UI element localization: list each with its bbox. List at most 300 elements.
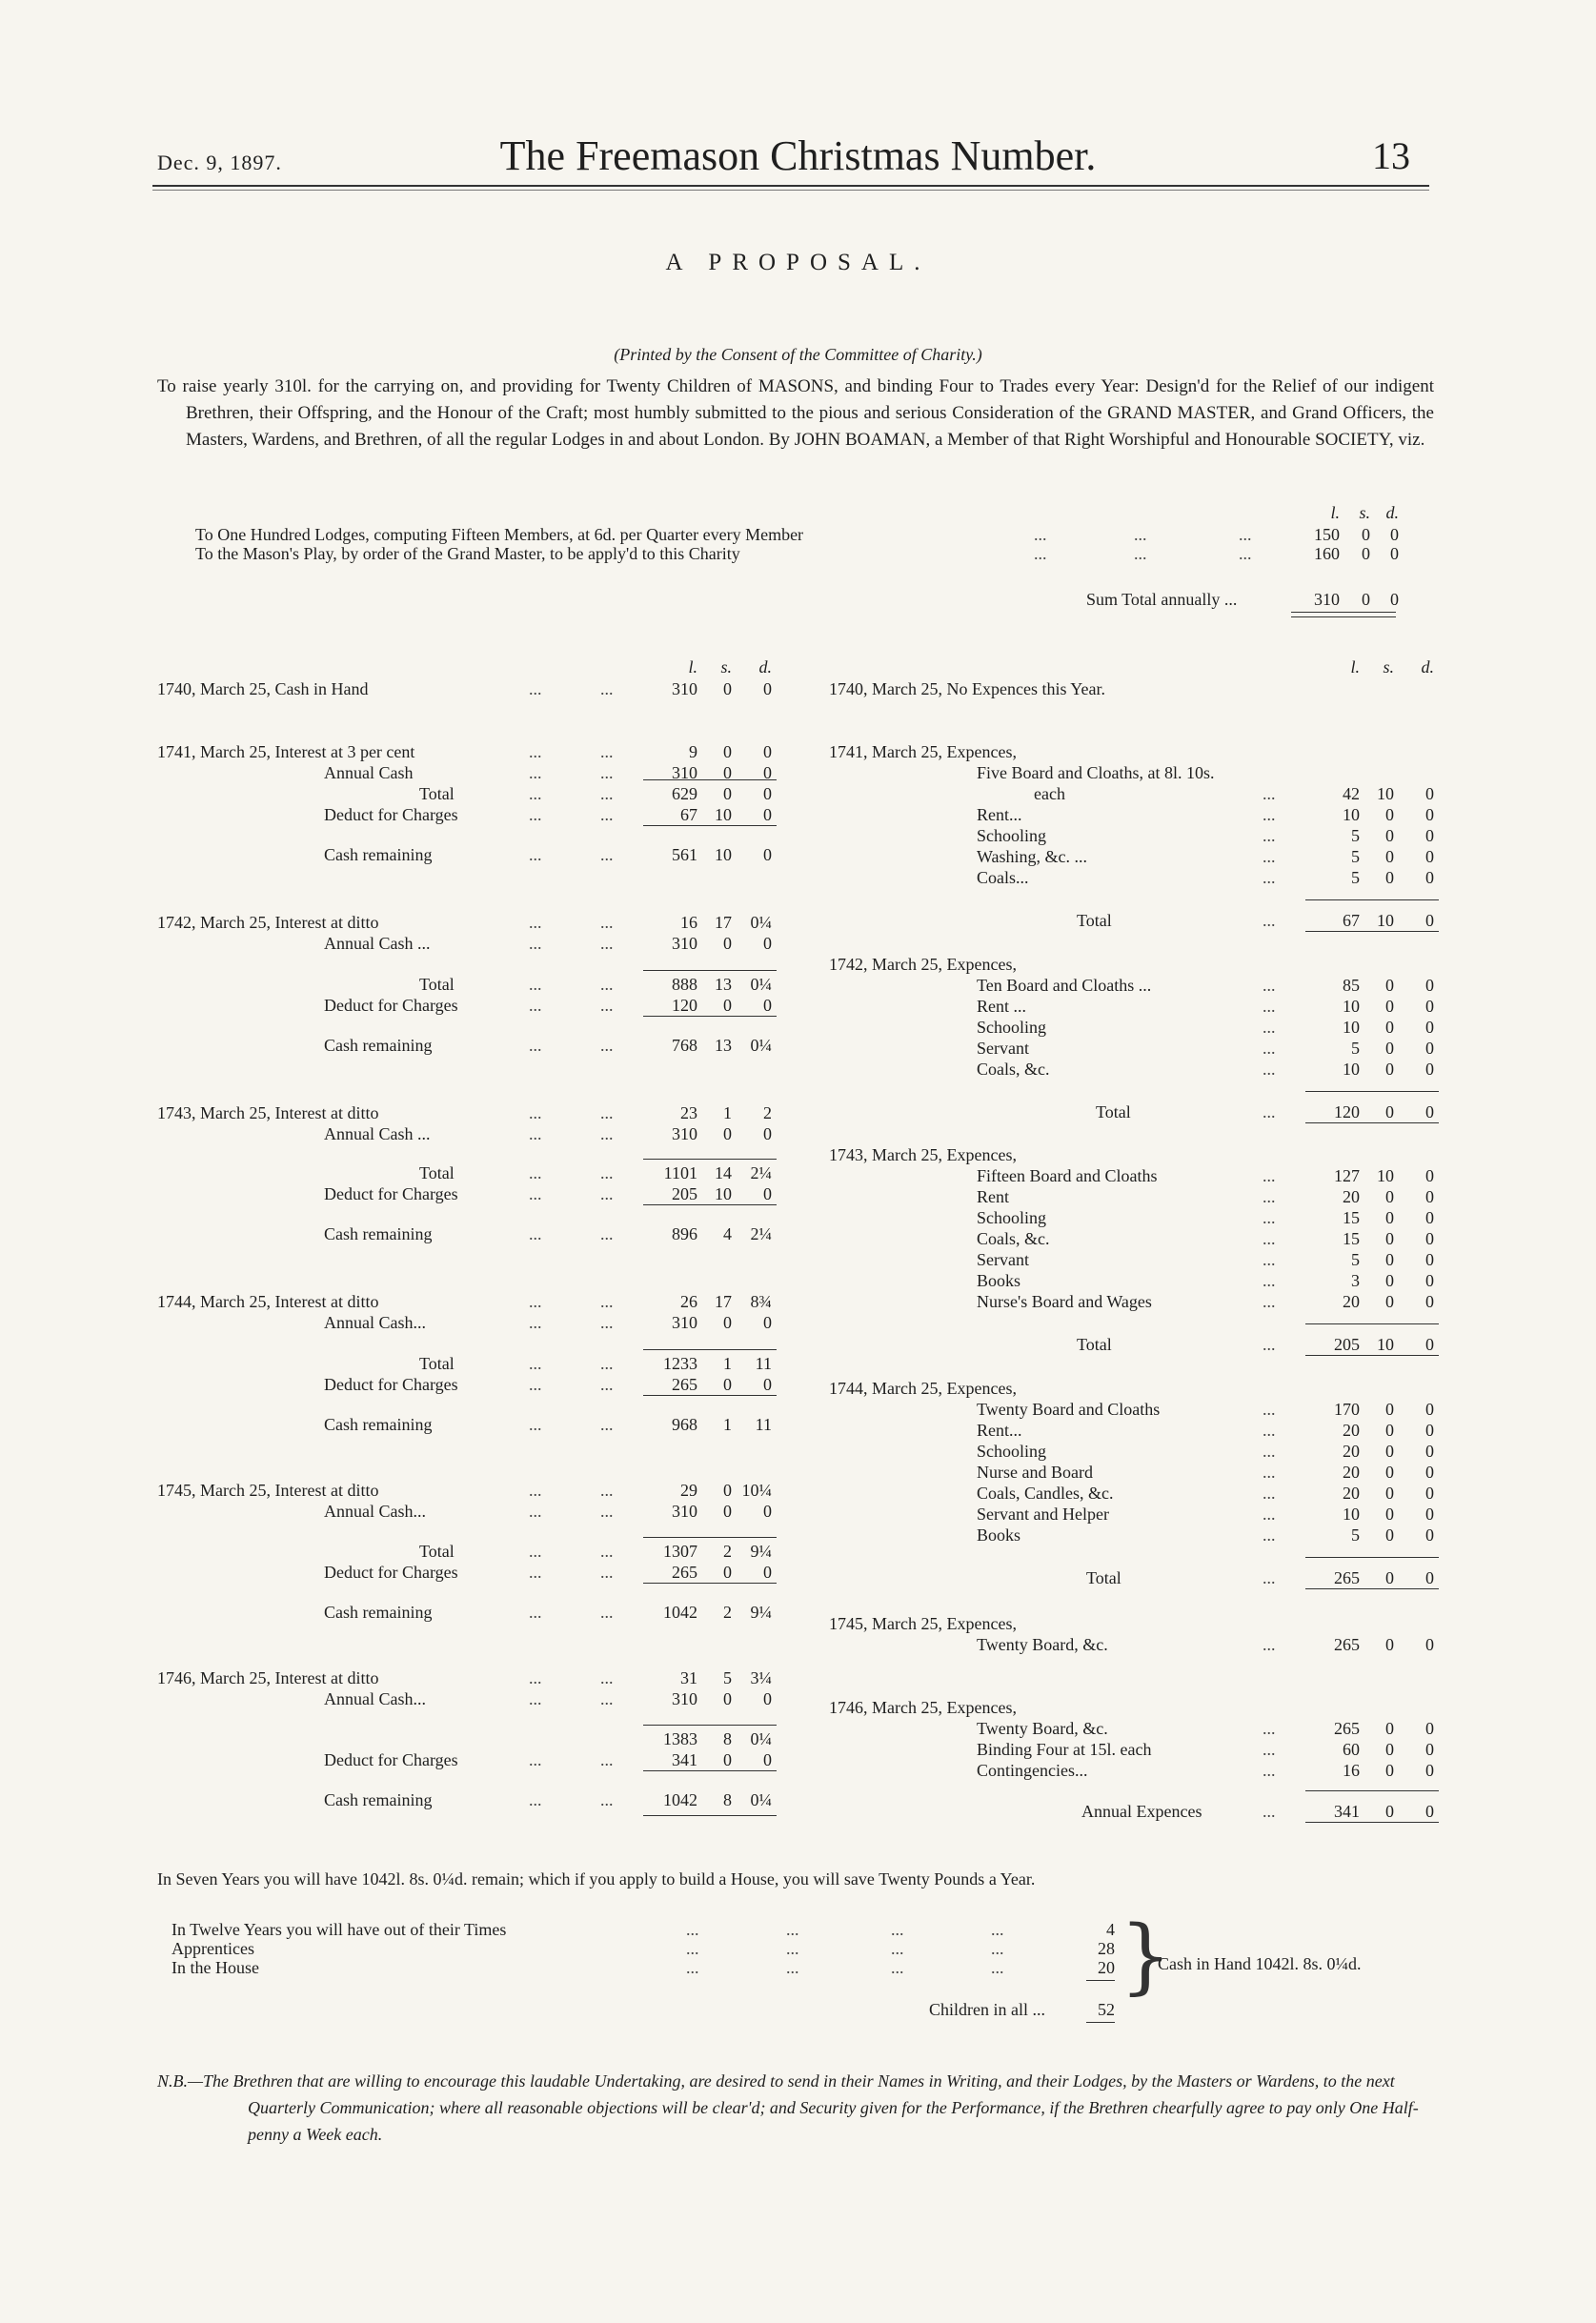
ledger-right-dots: ... [1263, 1018, 1276, 1037]
ledger-left-label: Deduct for Charges [324, 805, 458, 824]
ledger-right-amount-s: 0 [1385, 1635, 1394, 1654]
children-total-value: 52 [1098, 2000, 1115, 2019]
ledger-left-amount-l: 26 [680, 1292, 697, 1311]
ledger-right-amount-l: 120 [1334, 1102, 1360, 1121]
ledger-right-amount-s: 0 [1385, 1421, 1394, 1440]
ledger-left-amount-l: 16 [680, 913, 697, 932]
ledger-left-label: Annual Cash... [324, 1313, 426, 1332]
ledger-left-amount-s: 0 [723, 1375, 732, 1394]
summary-row-amount-d: 0 [1390, 525, 1399, 544]
ledger-left-amount-l: 310 [672, 934, 697, 953]
ledger-right-dots: ... [1263, 1802, 1276, 1821]
ledger-right-amount-d: 0 [1425, 784, 1434, 803]
summary-currency-s: s. [1359, 503, 1370, 522]
summary-row-amount-d: 0 [1390, 544, 1399, 563]
ledger-right-label: Nurse's Board and Wages [977, 1292, 1152, 1311]
summary-total-label: Sum Total annually ... [1086, 590, 1238, 609]
ledger-right-amount-s: 0 [1385, 1229, 1394, 1248]
ledger-left-amount-s: 0 [723, 1563, 732, 1582]
curly-brace: } [1120, 1909, 1172, 2004]
ledger-right-amount-s: 0 [1385, 847, 1394, 866]
ledger-left-amount-l: 1233 [663, 1354, 697, 1373]
summary-dots: ... [1239, 525, 1252, 544]
ledger-left-dots: ... [600, 845, 614, 864]
ledger-left-dots: ... [600, 1603, 614, 1622]
ledger-right-amount-d: 0 [1425, 1761, 1434, 1780]
ledger-right-amount-d: 0 [1425, 1102, 1434, 1121]
ledger-left-dots: ... [529, 1224, 542, 1243]
ledger-left-label: Annual Cash [324, 763, 414, 782]
ledger-left-dots: ... [529, 845, 542, 864]
ledger-left-amount-l: 341 [672, 1750, 697, 1769]
ledger-right-label: Schooling [977, 1208, 1047, 1227]
ledger-right-rule [1305, 1557, 1439, 1558]
ledger-left-amount-s: 2 [723, 1603, 732, 1622]
ledger-left-dots: ... [529, 1375, 542, 1394]
ledger-left-amount-d: 11 [755, 1354, 772, 1373]
ledger-right-amount-d: 0 [1425, 1271, 1434, 1290]
ledger-right-amount-l: 170 [1334, 1400, 1360, 1419]
ledger-right-label: 1742, March 25, Expences, [829, 955, 1017, 974]
intro-paragraph: To raise yearly 310l. for the carrying on, and providing for Twenty Children of MASONS, and binding Four to Trades every Year: Design'd for the Relief of our indigent Brethren, their Offspring, and the Honour of the Craft; most humbly submitted to the pious and serious Consideration of the GRAND MASTER, and Grand Officers, the Masters, Wardens, and Brethren, of all the regular Lodges in and about London. By JOHN BOAMAN, a Member of that Right Worshipful and Honourable SOCIETY, viz. [157, 376, 1434, 450]
ledger-right-amount-l: 10 [1343, 997, 1360, 1016]
ledger-left-label: Annual Cash ... [324, 934, 431, 953]
ledger-left-amount-d: 0 [763, 742, 772, 761]
ledger-right-amount-l: 16 [1343, 1761, 1360, 1780]
ledger-left-rule [643, 1725, 777, 1726]
ledger-left-amount-l: 23 [680, 1103, 697, 1122]
ledger-right-amount-s: 0 [1385, 1060, 1394, 1079]
ledger-right-rule [1305, 899, 1439, 900]
ledger-left-amount-l: 968 [672, 1415, 697, 1434]
ledger-right-label: Servant and Helper [977, 1505, 1109, 1524]
ledger-right-amount-d: 0 [1425, 1335, 1434, 1354]
ledger-left-amount-s: 13 [715, 975, 732, 994]
ledger-right-label: 1743, March 25, Expences, [829, 1145, 1017, 1164]
summary-total-amount-s: 0 [1362, 590, 1370, 609]
ledger-right-amount-s: 0 [1385, 976, 1394, 995]
children-dots: ... [891, 1958, 904, 1977]
ledger-left-label: 1745, March 25, Interest at ditto [157, 1481, 379, 1500]
ledger-left-amount-l: 896 [672, 1224, 697, 1243]
seven-years-note: In Seven Years you will have 1042l. 8s. 0¼d. remain; which if you apply to build a House, you will save Twenty Pounds a Year. [157, 1869, 1036, 1889]
summary-dots: ... [1239, 544, 1252, 563]
ledger-left-dots: ... [529, 975, 542, 994]
ledger-right-amount-d: 0 [1425, 1018, 1434, 1037]
ledger-right-amount-s: 0 [1385, 1505, 1394, 1524]
ledger-right-dots: ... [1263, 1400, 1276, 1419]
ledger-left-dots: ... [529, 996, 542, 1015]
ledger-left-amount-s: 2 [723, 1542, 732, 1561]
ledger-left-dots: ... [600, 1502, 614, 1521]
ledger-left-amount-d: 0 [763, 805, 772, 824]
summary-row-amount-l: 150 [1314, 525, 1340, 544]
right-currency-l: l. [1350, 657, 1360, 677]
summary-row-label: To One Hundred Lodges, computing Fifteen Members, at 6d. per Quarter every Member [195, 525, 804, 544]
ledger-left-dots: ... [529, 1542, 542, 1561]
ledger-right-dots: ... [1263, 1442, 1276, 1461]
ledger-right-amount-d: 0 [1425, 1421, 1434, 1440]
ledger-left-dots: ... [600, 1689, 614, 1708]
ledger-left-dots: ... [529, 1750, 542, 1769]
ledger-left-dots: ... [600, 1036, 614, 1055]
ledger-right-amount-s: 0 [1385, 805, 1394, 824]
children-row-label: Apprentices [172, 1939, 254, 1958]
ledger-right-amount-d: 0 [1425, 1802, 1434, 1821]
ledger-left-amount-d: 8¾ [750, 1292, 772, 1311]
ledger-left-label: 1740, March 25, Cash in Hand [157, 679, 369, 698]
ledger-left-dots: ... [529, 1790, 542, 1809]
summary-dots: ... [1034, 525, 1047, 544]
ledger-right-amount-s: 0 [1385, 1525, 1394, 1545]
ledger-right-dots: ... [1263, 868, 1276, 887]
ledger-right-amount-d: 0 [1425, 1208, 1434, 1227]
ledger-left-amount-s: 0 [723, 679, 732, 698]
ledger-right-amount-l: 5 [1351, 1039, 1360, 1058]
ledger-left-dots: ... [600, 679, 614, 698]
children-dots: ... [991, 1939, 1004, 1958]
header-rule-thin [152, 190, 1429, 191]
ledger-left-amount-d: 2 [763, 1103, 772, 1122]
ledger-right-amount-d: 0 [1425, 1740, 1434, 1759]
ledger-right-rule [1305, 1091, 1439, 1092]
ledger-right-amount-d: 0 [1425, 847, 1434, 866]
ledger-left-dots: ... [600, 1184, 614, 1203]
ledger-left-dots: ... [600, 975, 614, 994]
ledger-left-label: 1741, March 25, Interest at 3 per cent [157, 742, 415, 761]
ledger-left-label: 1742, March 25, Interest at ditto [157, 913, 379, 932]
summary-dots: ... [1034, 544, 1047, 563]
ledger-right-dots: ... [1263, 1250, 1276, 1269]
ledger-left-amount-d: 9¼ [750, 1542, 772, 1561]
ledger-right-dots: ... [1263, 1761, 1276, 1780]
children-row-label: In Twelve Years you will have out of their Times [172, 1920, 507, 1939]
ledger-left-dots: ... [529, 763, 542, 782]
ledger-right-amount-l: 10 [1343, 805, 1360, 824]
ledger-right-amount-l: 20 [1343, 1463, 1360, 1482]
article-subtitle: (Printed by the Consent of the Committee of Charity.) [614, 345, 982, 364]
ledger-right-amount-s: 10 [1377, 1166, 1394, 1185]
ledger-right-amount-d: 0 [1425, 1166, 1434, 1185]
ledger-left-label: Deduct for Charges [324, 1563, 458, 1582]
ledger-left-dots: ... [600, 1354, 614, 1373]
children-dots: ... [991, 1920, 1004, 1939]
ledger-left-amount-l: 120 [672, 996, 697, 1015]
ledger-right-dots: ... [1263, 784, 1276, 803]
children-dots: ... [891, 1939, 904, 1958]
ledger-right-label: Coals, &c. [977, 1229, 1050, 1248]
children-dots: ... [686, 1939, 699, 1958]
ledger-right-amount-l: 10 [1343, 1018, 1360, 1037]
children-row-value: 28 [1098, 1939, 1115, 1958]
ledger-right-dots: ... [1263, 1635, 1276, 1654]
ledger-right-amount-d: 0 [1425, 1719, 1434, 1738]
ledger-right-amount-s: 0 [1385, 1292, 1394, 1311]
ledger-left-dots: ... [600, 1163, 614, 1182]
ledger-left-amount-d: 0 [763, 1563, 772, 1582]
summary-total-amount-d: 0 [1390, 590, 1399, 609]
ledger-right-label: Binding Four at 15l. each [977, 1740, 1152, 1759]
ledger-right-rule [1305, 1323, 1439, 1324]
summary-row-amount-s: 0 [1362, 544, 1370, 563]
header-title: The Freemason Christmas Number. [499, 132, 1097, 179]
ledger-left-amount-l: 67 [680, 805, 697, 824]
ledger-left-amount-d: 11 [755, 1415, 772, 1434]
ledger-right-label: Five Board and Cloaths, at 8l. 10s. [977, 763, 1215, 782]
children-row-value: 4 [1106, 1920, 1115, 1939]
right-currency-s: s. [1383, 657, 1394, 677]
ledger-left-amount-s: 1 [723, 1415, 732, 1434]
children-total-rule [1086, 2022, 1115, 2023]
ledger-left-dots: ... [529, 1313, 542, 1332]
ledger-right-label: Rent ... [977, 997, 1026, 1016]
ledger-left-dots: ... [600, 1103, 614, 1122]
ledger-right-amount-l: 67 [1343, 911, 1360, 930]
ledger-left-dots: ... [529, 1163, 542, 1182]
ledger-right-amount-s: 0 [1385, 1400, 1394, 1419]
ledger-left-dots: ... [600, 934, 614, 953]
ledger-right-amount-l: 5 [1351, 1525, 1360, 1545]
ledger-right-amount-l: 20 [1343, 1442, 1360, 1461]
ledger-left-dots: ... [529, 1292, 542, 1311]
ledger-right-label: Coals... [977, 868, 1029, 887]
ledger-right-label: Rent... [977, 805, 1022, 824]
ledger-left-amount-l: 888 [672, 975, 697, 994]
ledger-left-dots: ... [600, 1224, 614, 1243]
left-currency-l: l. [688, 657, 697, 677]
ledger-right-amount-l: 42 [1343, 784, 1360, 803]
ledger-left-rule [643, 825, 777, 826]
ledger-right-amount-d: 0 [1425, 868, 1434, 887]
ledger-right-amount-l: 5 [1351, 1250, 1360, 1269]
ledger-right-amount-s: 0 [1385, 1761, 1394, 1780]
ledger-right-amount-l: 265 [1334, 1568, 1360, 1587]
ledger-left-dots: ... [600, 742, 614, 761]
ledger-left-amount-l: 1307 [663, 1542, 697, 1561]
ledger-right-dots: ... [1263, 1102, 1276, 1121]
ledger-left-dots: ... [600, 913, 614, 932]
ledger-right-amount-s: 10 [1377, 784, 1394, 803]
ledger-left-amount-d: 10¼ [741, 1481, 772, 1500]
ledger-right-amount-l: 20 [1343, 1421, 1360, 1440]
ledger-right-amount-d: 0 [1425, 1250, 1434, 1269]
ledger-left-amount-d: 0¼ [750, 1036, 772, 1055]
ledger-right-amount-s: 10 [1377, 911, 1394, 930]
children-row-label: In the House [172, 1958, 259, 1977]
ledger-right-amount-s: 0 [1385, 1442, 1394, 1461]
ledger-left-amount-d: 0 [763, 845, 772, 864]
ledger-right-dots: ... [1263, 1271, 1276, 1290]
ledger-right-label: Schooling [977, 1018, 1047, 1037]
ledger-left-amount-l: 310 [672, 1502, 697, 1521]
ledger-right-dots: ... [1263, 1208, 1276, 1227]
ledger-left-amount-s: 8 [723, 1790, 732, 1809]
ledger-left-amount-l: 561 [672, 845, 697, 864]
ledger-left-label: 1743, March 25, Interest at ditto [157, 1103, 379, 1122]
ledger-right-dots: ... [1263, 1719, 1276, 1738]
ledger-right-dots: ... [1263, 1292, 1276, 1311]
right-currency-d: d. [1421, 657, 1434, 677]
ledger-left-dots: ... [529, 1502, 542, 1521]
page-number: 13 [1372, 134, 1410, 177]
ledger-left-rule [643, 1583, 777, 1584]
ledger-right-label: 1740, March 25, No Expences this Year. [829, 679, 1105, 698]
ledger-left-label: Total [419, 784, 455, 803]
children-dots: ... [786, 1958, 799, 1977]
ledger-right-label: Twenty Board and Cloaths [977, 1400, 1161, 1419]
ledger-right-amount-d: 0 [1425, 1039, 1434, 1058]
article-title: A PROPOSAL. [665, 250, 931, 275]
ledger-right-amount-l: 127 [1334, 1166, 1360, 1185]
ledger-left-amount-s: 0 [723, 763, 732, 782]
ledger-right-amount-s: 0 [1385, 1102, 1394, 1121]
ledger-right-label: Total [1096, 1102, 1131, 1121]
ledger-left-rule [643, 1770, 777, 1771]
ledger-left-amount-l: 265 [672, 1563, 697, 1582]
ledger-right-dots: ... [1263, 1187, 1276, 1206]
summary-dots: ... [1134, 544, 1147, 563]
ledger-right-amount-s: 10 [1377, 1335, 1394, 1354]
ledger-right-dots: ... [1263, 1039, 1276, 1058]
ledger-right-rule [1305, 1588, 1439, 1589]
ledger-right-amount-l: 15 [1343, 1229, 1360, 1248]
nota-bene: N.B.—The Brethren that are willing to encourage this laudable Undertaking, are desired to send in their Names in Writing, and their Lodges, by the Masters or Wardens, to the next Quarterly Communication; where all reasonable objections will be clear'd; and Security given for the Performance, if the Brethren chearfully agree to pay only One Half-penny a Week each. [157, 2071, 1419, 2144]
ledger-right-dots: ... [1263, 1740, 1276, 1759]
ledger-right-rule [1305, 1822, 1439, 1823]
header-date: Dec. 9, 1897. [157, 151, 282, 174]
ledger-left-amount-s: 8 [723, 1729, 732, 1748]
ledger-left-dots: ... [529, 1668, 542, 1687]
ledger-left-amount-s: 1 [723, 1354, 732, 1373]
ledger-right-amount-s: 0 [1385, 1208, 1394, 1227]
ledger-left-label: Total [419, 1542, 455, 1561]
ledger-left-label: Total [419, 975, 455, 994]
ledger-right-amount-d: 0 [1425, 1525, 1434, 1545]
ledger-left-label: Annual Cash ... [324, 1124, 431, 1143]
ledger-right-dots: ... [1263, 1484, 1276, 1503]
ledger-left-label: Cash remaining [324, 1224, 433, 1243]
ledger-right-label: Rent... [977, 1421, 1022, 1440]
ledger-left-dots: ... [529, 1689, 542, 1708]
ledger-left-amount-l: 310 [672, 763, 697, 782]
ledger-right-amount-l: 5 [1351, 868, 1360, 887]
summary-row-amount-l: 160 [1314, 544, 1340, 563]
ledger-left-amount-l: 1042 [663, 1603, 697, 1622]
ledger-right-label: Twenty Board, &c. [977, 1635, 1108, 1654]
ledger-right-amount-l: 20 [1343, 1187, 1360, 1206]
summary-total-rule-2 [1291, 616, 1396, 617]
ledger-right-label: Total [1077, 1335, 1112, 1354]
ledger-left-dots: ... [529, 1603, 542, 1622]
ledger-right-amount-l: 15 [1343, 1208, 1360, 1227]
ledger-right-amount-l: 265 [1334, 1635, 1360, 1654]
ledger-left-dots: ... [529, 1124, 542, 1143]
ledger-left-dots: ... [600, 1313, 614, 1332]
ledger-left-amount-s: 0 [723, 1124, 732, 1143]
ledger-right-amount-s: 0 [1385, 1719, 1394, 1738]
ledger-right-dots: ... [1263, 826, 1276, 845]
summary-row-amount-s: 0 [1362, 525, 1370, 544]
ledger-right-label: Coals, Candles, &c. [977, 1484, 1114, 1503]
ledger-right-amount-s: 0 [1385, 1018, 1394, 1037]
ledger-left-dots: ... [529, 1184, 542, 1203]
ledger-right-label: Books [977, 1271, 1021, 1290]
ledger-left-amount-l: 1042 [663, 1790, 697, 1809]
summary-currency-d: d. [1385, 503, 1399, 522]
ledger-left-dots: ... [529, 679, 542, 698]
ledger-left-amount-s: 17 [715, 913, 732, 932]
ledger-right-label: Annual Expences [1081, 1802, 1202, 1821]
ledger-right-label: Washing, &c. ... [977, 847, 1088, 866]
ledger-right-amount-d: 0 [1425, 1229, 1434, 1248]
ledger-left-label: Cash remaining [324, 1603, 433, 1622]
summary-dots: ... [1134, 525, 1147, 544]
ledger-right-amount-d: 0 [1425, 1292, 1434, 1311]
ledger-left-dots: ... [529, 1563, 542, 1582]
ledger-right-dots: ... [1263, 976, 1276, 995]
ledger-right-amount-l: 10 [1343, 1505, 1360, 1524]
ledger-right-label: Total [1077, 911, 1112, 930]
children-dots: ... [891, 1920, 904, 1939]
ledger-right-label: Twenty Board, &c. [977, 1719, 1108, 1738]
ledger-left-label: Cash remaining [324, 1790, 433, 1809]
ledger-right-dots: ... [1263, 1229, 1276, 1248]
ledger-left-label: Deduct for Charges [324, 1184, 458, 1203]
ledger-left-rule [643, 1016, 777, 1017]
ledger-right-amount-d: 0 [1425, 1505, 1434, 1524]
ledger-left-amount-l: 310 [672, 1313, 697, 1332]
ledger-right-amount-l: 3 [1351, 1271, 1360, 1290]
ledger-right-amount-d: 0 [1425, 1484, 1434, 1503]
ledger-right-amount-s: 0 [1385, 1271, 1394, 1290]
ledger-right-amount-d: 0 [1425, 911, 1434, 930]
ledger-right-amount-l: 60 [1343, 1740, 1360, 1759]
ledger-right-label: each [1034, 784, 1065, 803]
ledger-left-dots: ... [600, 1668, 614, 1687]
ledger-right-amount-d: 0 [1425, 997, 1434, 1016]
ledger-right-label: Coals, &c. [977, 1060, 1050, 1079]
ledger-right-rule [1305, 1122, 1439, 1123]
ledger-left-amount-s: 13 [715, 1036, 732, 1055]
ledger-left-dots: ... [600, 1542, 614, 1561]
ledger-right-amount-s: 0 [1385, 868, 1394, 887]
children-dots: ... [991, 1958, 1004, 1977]
ledger-left-label: Deduct for Charges [324, 1750, 458, 1769]
ledger-right-amount-d: 0 [1425, 1635, 1434, 1654]
ledger-left-amount-s: 4 [723, 1224, 732, 1243]
ledger-right-label: 1745, March 25, Expences, [829, 1614, 1017, 1633]
ledger-right-amount-s: 0 [1385, 1484, 1394, 1503]
ledger-left-dots: ... [529, 934, 542, 953]
ledger-right-amount-s: 0 [1385, 1463, 1394, 1482]
ledger-right-dots: ... [1263, 1421, 1276, 1440]
ledger-left-dots: ... [600, 1750, 614, 1769]
ledger-left-amount-l: 1101 [663, 1163, 697, 1182]
ledger-left-amount-l: 205 [672, 1184, 697, 1203]
ledger-right-amount-l: 341 [1334, 1802, 1360, 1821]
ledger-left-dots: ... [529, 1354, 542, 1373]
ledger-left-amount-l: 768 [672, 1036, 697, 1055]
ledger-left-rule [643, 1395, 777, 1396]
ledger-right-dots: ... [1263, 805, 1276, 824]
ledger-right-amount-l: 5 [1351, 826, 1360, 845]
summary-total-rule [1291, 612, 1396, 613]
ledger-left-amount-d: 0 [763, 1375, 772, 1394]
ledger-left-amount-s: 0 [723, 1481, 732, 1500]
ledger-right-label: Schooling [977, 1442, 1047, 1461]
ledger-left-amount-l: 310 [672, 1689, 697, 1708]
ledger-left-amount-d: 2¼ [750, 1163, 772, 1182]
